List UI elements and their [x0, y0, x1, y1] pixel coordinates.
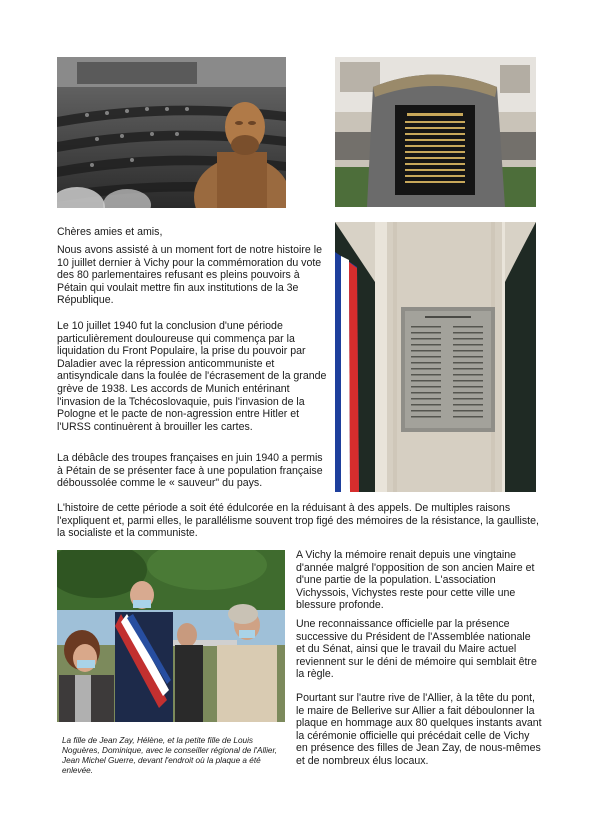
greeting: Chères amies et amis, — [57, 226, 163, 238]
paragraph-6: Une reconnaissance officielle par la présence successive du Président de l'Assemblée nationale et du Sénat, ainsi que le travail du Maire actuel reviennent sur le déni de mémoire qui semblait être la règle. — [296, 618, 537, 681]
paragraph-7: Pourtant sur l'autre rive de l'Allier, à la tête du pont, le maire de Bellerive sur Allier a fait déboulonner la plaque en hommage aux 80 quelques instants avant la cérémonie officielle qui précédait celle de Vichy en présence des filles de Jean Zay, de nous-mêmes et de nombreux élus locaux. — [296, 692, 542, 767]
jean-zay-family-photo — [57, 550, 285, 722]
photo-caption: La fille de Jean Zay, Hélène, et la petite fille de Louis Noguères, Dominique, avec le conseiller régional de l'Allier, Jean Michel Guerre, devant l'endroit où la plaque a été enlevée. — [62, 736, 278, 775]
parliament-plaque-photo — [335, 222, 536, 492]
memorial-stone-photo — [335, 57, 536, 207]
paragraph-4: L'histoire de cette période a soit été édulcorée en la réduisant à des appels. De multiples raisons l'expliquent et, parmi elles, le parallélisme souvent trop figé des mémoires de la résistance, la gaulliste, la socialiste et la communiste. — [57, 502, 539, 540]
paragraph-3: La débâcle des troupes françaises en juin 1940 a permis à Pétain de se présenter face à une population française déboussolée comme le « sauveur" du pays. — [57, 452, 323, 490]
paragraph-5: A Vichy la mémoire renait depuis une vingtaine d'année malgré l'opposition de son ancien Maire et d'une partie de la population. L'association Vichyssois, Vichystes reste pour cette ville une blessure profonde. — [296, 549, 535, 612]
paragraph-1: Nous avons assisté à un moment fort de notre histoire le 10 juillet dernier à Vichy pour la commémoration du vote des 80 parlementaires refusant es pleins pouvoirs à Pétain qui voulait mettre fin aux institutions de la 3e République. — [57, 244, 322, 307]
assembly-hall-photo — [57, 57, 286, 208]
paragraph-2: Le 10 juillet 1940 fut la conclusion d'une période particulièrement douloureuse qui commença par la liquidation du Front Populaire, la prise du pouvoir par Daladier avec la répression anticommuniste et antisyndicale dans la foulée de l'écrasement de la grande grève de 1938. Les accords de Munich entérinant l'invasion de la Tchécoslovaquie, puis l'invasion de la Pologne et le pacte de non-agression entre Hitler et l'URSS continuèrent à brouiller les cartes. — [57, 320, 327, 433]
